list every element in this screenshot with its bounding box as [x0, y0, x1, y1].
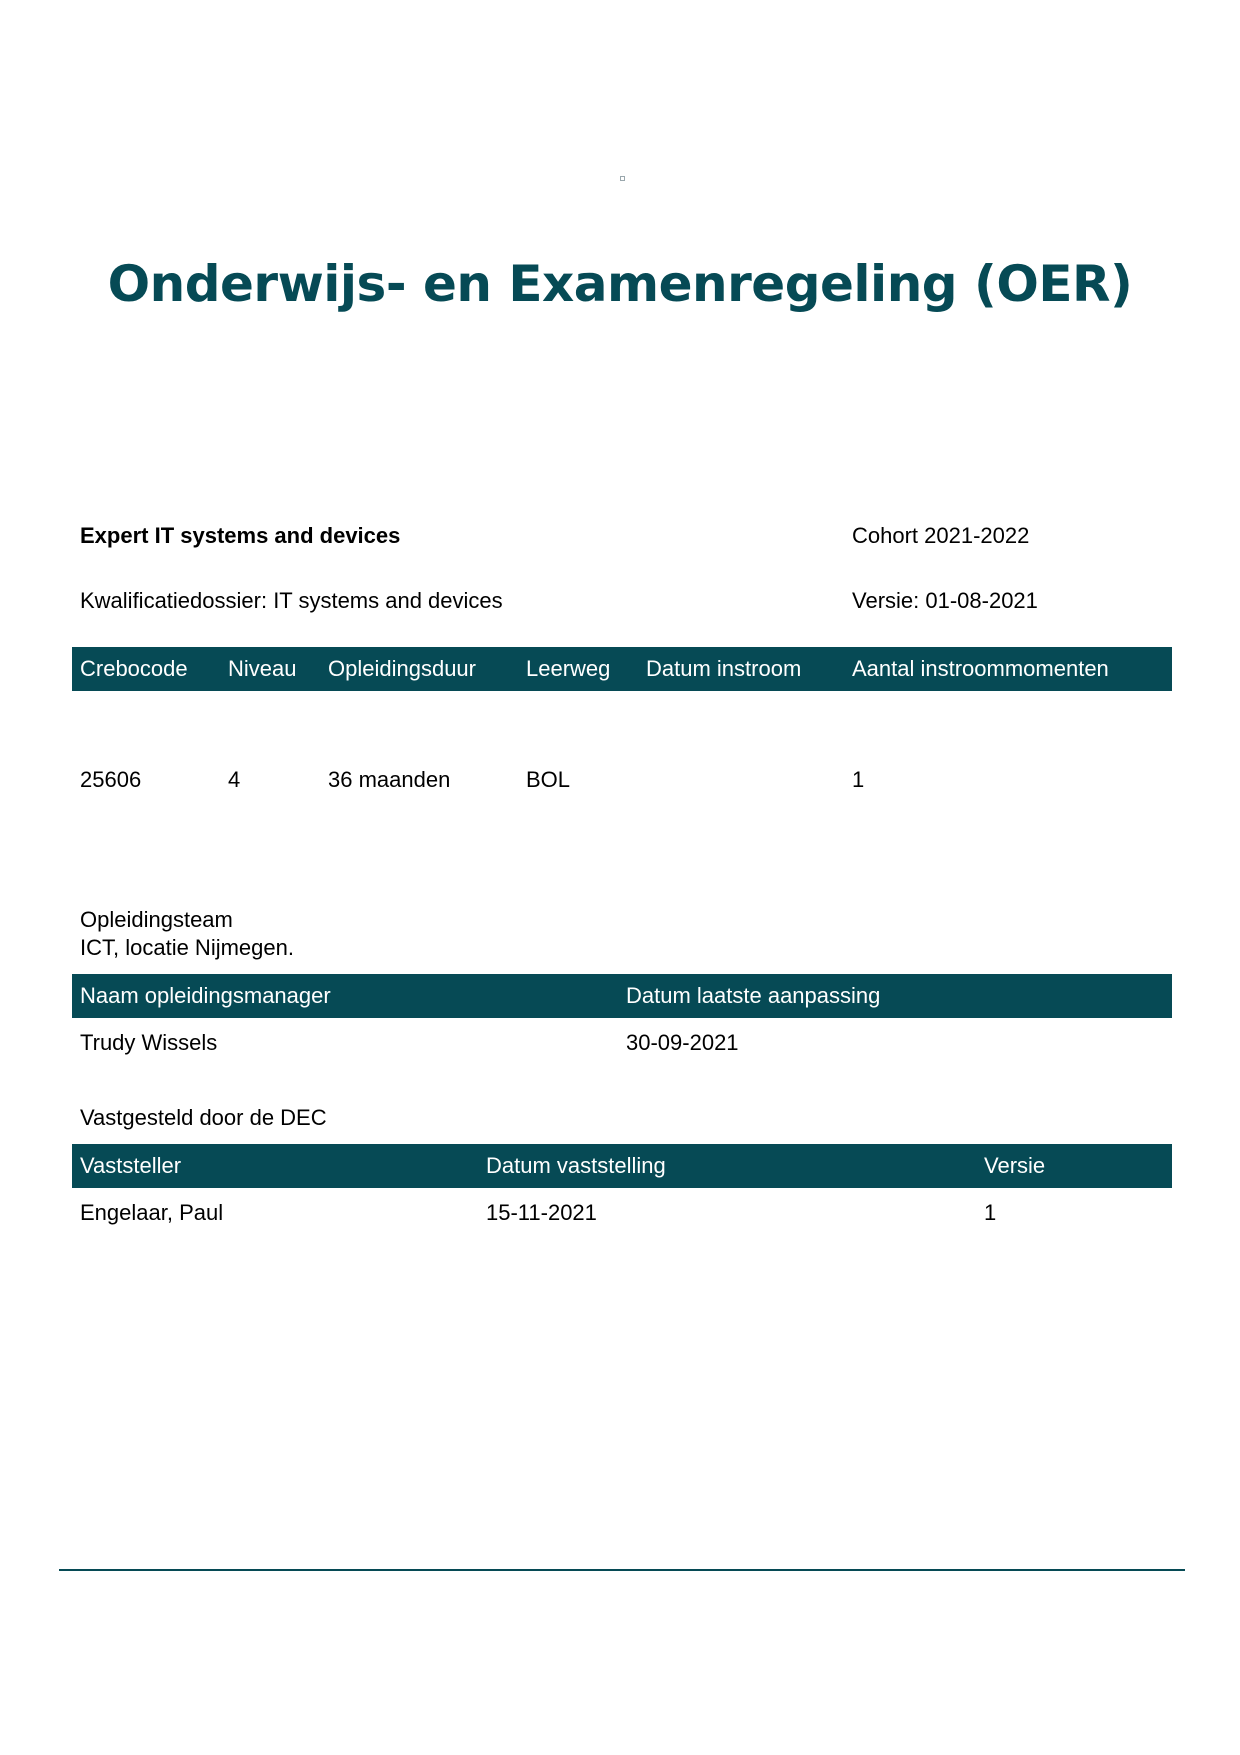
approval-label: Vastgesteld door de DEC: [80, 1105, 327, 1130]
cell-manager-name: Trudy Wissels: [80, 1030, 218, 1055]
cell-versie: 1: [984, 1200, 997, 1225]
team-name: ICT, locatie Nijmegen.: [80, 935, 294, 960]
program-table-header: [72, 647, 1172, 691]
qualification-dossier: Kwalificatiedossier: IT systems and devices: [80, 588, 503, 613]
cell-leerweg: BOL: [526, 767, 571, 792]
cell-datum-vaststelling: 15-11-2021: [486, 1200, 597, 1225]
header-datum-instroom: Datum instroom: [646, 656, 802, 681]
header-niveau: Niveau: [228, 656, 297, 681]
placeholder-mark: [620, 176, 625, 181]
header-datum-laatste-aanpassing: Datum laatste aanpassing: [626, 983, 881, 1008]
approval-table-header: [72, 1144, 1172, 1188]
cell-aantal-instroommomenten: 1: [852, 767, 865, 792]
cell-opleidingsduur: 36 maanden: [328, 767, 451, 792]
cell-vaststeller: Engelaar, Paul: [80, 1200, 224, 1225]
cell-last-modified: 30-09-2021: [626, 1030, 739, 1055]
header-crebocode: Crebocode: [80, 656, 188, 681]
header-vaststeller: Vaststeller: [80, 1153, 182, 1178]
header-datum-vaststelling: Datum vaststelling: [486, 1153, 666, 1178]
team-label: Opleidingsteam: [80, 907, 233, 932]
document-title: Onderwijs- en Examenregeling (OER): [107, 255, 1133, 313]
header-versie: Versie: [984, 1153, 1046, 1178]
header-naam-opleidingsmanager: Naam opleidingsmanager: [80, 983, 331, 1008]
version-date: Versie: 01-08-2021: [852, 588, 1038, 613]
program-name: Expert IT systems and devices: [80, 523, 401, 548]
header-leerweg: Leerweg: [526, 656, 611, 681]
header-opleidingsduur: Opleidingsduur: [328, 656, 476, 681]
cell-niveau: 4: [228, 767, 241, 792]
header-aantal-instroommomenten: Aantal instroommomenten: [852, 656, 1109, 681]
cell-crebocode: 25606: [80, 767, 142, 792]
footer-divider: [59, 1569, 1185, 1571]
manager-table-header: [72, 974, 1172, 1018]
cohort: Cohort 2021-2022: [852, 523, 1030, 548]
